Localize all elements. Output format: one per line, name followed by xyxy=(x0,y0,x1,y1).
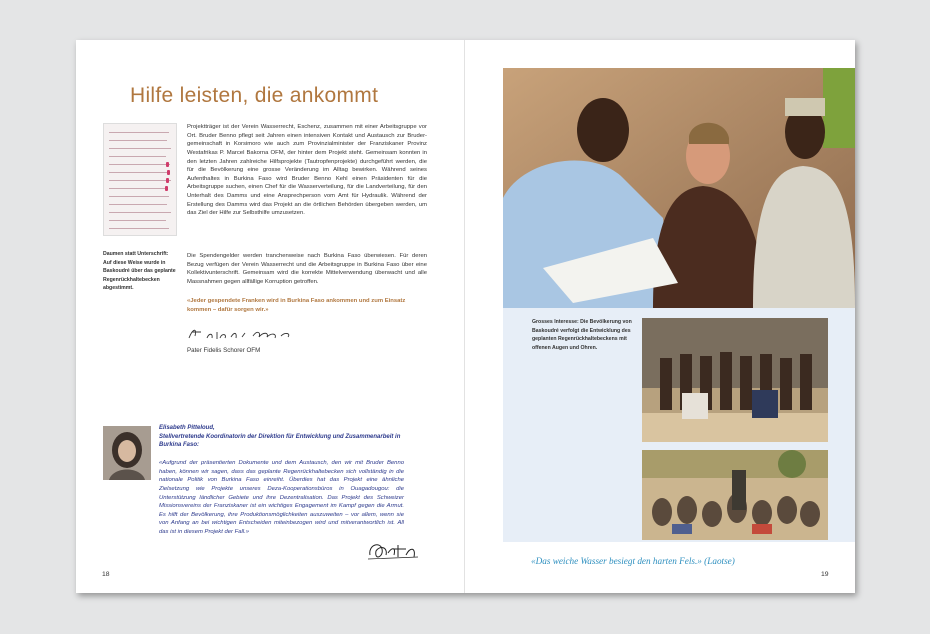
document-caption: Daumen statt Unterschrift: Auf diese Weise wurde in Baskoudré über das geplante Regenrückhaltebecken abgestimmt. xyxy=(103,251,176,292)
portrait-elisabeth xyxy=(103,426,151,480)
body-paragraph-1: Projektträger ist der Verein Wasserrecht, Eschenz, zusammen mit einer Arbeitsgruppe vor Ort. Bruder Benno pflegt seit Jahren einen intensiven Kontakt und Austausch zur Brudergemeinschaft in Korsimoro wie auch zum Provinzialminister der Franziskaner Provinz Westafrikas P. Marcel Bakorna OFM, der hinter dem Projekt steht. Gemeinsam konnten in den letzten Jahren zahlreiche Hilfsprojekte (Tautropfenprojekte) durchgeführt werden, die für die Bevölkerung eine grosse Veränderung im Alltag bewirken. Während seines Aufenthaltes in Burkina Faso wird Bruder Benno Kehl einen Präsidenten für die Arbeitsgruppe suchen, einen Chef für die Wasserverteilung, für die Landverteilung, für den Unterhalt des Damms und eine Ansprechperson vom Amt für Hydraulik. Während der Erstellung des Damms wird das Projekt an die örtlichen Behörden übergeben werden, um das Ziel der Hilfe zur Selbsthilfe umzusetzen. xyxy=(187,124,427,217)
right-page xyxy=(465,40,855,593)
left-page xyxy=(76,40,465,593)
photo-seated-crowd xyxy=(642,450,828,540)
elisabeth-title: Stellvertretende Koordinatorin der Direktion für Entwicklung und Zusammenarbeit in Burkina Faso: xyxy=(159,433,401,449)
elisabeth-header xyxy=(159,424,404,450)
page-heading: Hilfe leisten, die ankommt xyxy=(130,84,379,107)
elisabeth-name: Elisabeth Pitteloud, xyxy=(159,425,215,431)
signature-fidelis xyxy=(187,324,307,344)
laotse-quote: «Das weiche Wasser besiegt den harten Fels.» (Laotse) xyxy=(531,556,735,566)
right-caption: Grosses Interesse: Die Bevölkerung von Baskoudré verfolgt die Entwicklung des geplanten Regenrückhaltebeckens mit offenen Augen und Ohren. xyxy=(532,319,632,351)
signature-pitteloud xyxy=(366,537,421,563)
thumbprint-document-image xyxy=(103,123,177,236)
pull-quote: «Jeder gespendete Franken wird in Burkina Faso ankommen und zum Einsatz kommen – dafür sorgen wir.» xyxy=(187,298,406,313)
page-number-right: 19 xyxy=(821,571,829,578)
photo-village-group xyxy=(642,318,828,442)
body-paragraph-2: Die Spendengelder werden tranchenweise nach Burkina Faso überwiesen. Für deren Bezug verfügen der Verein Wasserrecht und die Arbeitsgruppe in Burkina Faso über eine Kollektivunterschrift. Gemeinsam wird die korrekte Mittelverwendung überwacht und alle Massnahmen gegen allfällige Korruption getroffen. xyxy=(187,253,427,285)
magazine-spread xyxy=(76,40,855,593)
page-number-left: 18 xyxy=(102,571,110,578)
photo-three-men-reading xyxy=(503,68,855,308)
signer-name: Pater Fidelis Schorer OFM xyxy=(187,347,261,354)
elisabeth-statement: «Aufgrund der präsentierten Dokumente und dem Austausch, den wir mit Bruder Benno haben, können wir sagen, dass das geplante Regenrückhaltebecken sich vollständig in die nationale Politik von Burkina Faso einreiht. Überdies hat das Projekt eine ähnliche Zielsetzung wie Projekte unseres Deza-Kooperationsbüros in Ouagadougou: die Unterstützung ländlicher Gebiete und ihre Dezentralisation. Das Projekt des Schweizer Missionsvereins der Franziskaner ist ein wichtiges Engagement im Kampf gegen die Armut. Es hilft der Bevölkerung, ihre Produktionsmöglichkeiten auszuweiten – vor allem, wenn sie von Anfang an bei wichtigen Entscheiden miteinbezogen wird und mitverantwortlich ist. All das ist in diesem Projekt der Fall.» xyxy=(159,460,404,535)
